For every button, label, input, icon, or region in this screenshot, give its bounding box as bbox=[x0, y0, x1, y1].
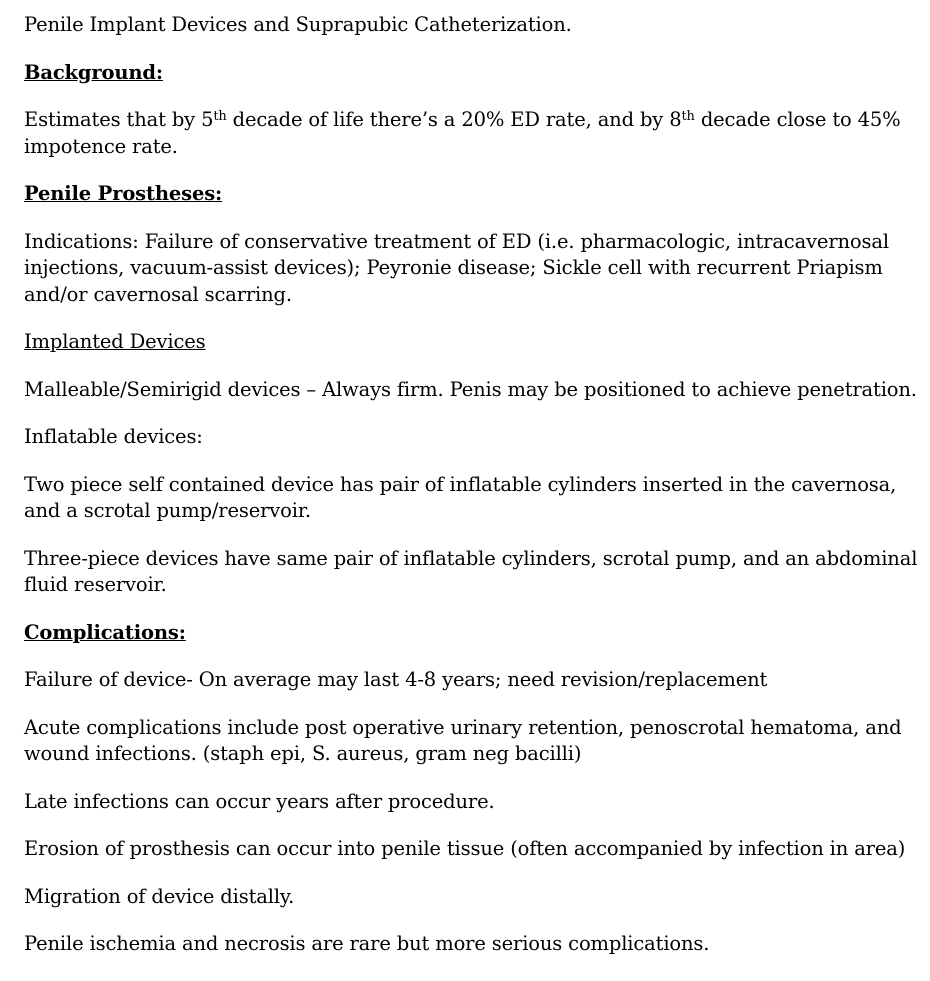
complication-item: Erosion of prosthesis can occur into penile tissue (often accompanied by infection in area) bbox=[24, 837, 906, 860]
background-text-part2: decade of life there’s a 20% ED rate, and by 8 bbox=[226, 108, 682, 131]
background-text-part1: Estimates that by 5 bbox=[24, 108, 214, 131]
inflatable-paragraph: Inflatable devices: bbox=[24, 425, 203, 448]
document-page bbox=[24, 12, 924, 979]
background-sup-1: th bbox=[213, 109, 227, 124]
background-heading: Background: bbox=[24, 60, 163, 84]
complication-item: Migration of device distally. bbox=[24, 884, 295, 908]
background-text-part3: decade close to 45% impotence rate. bbox=[24, 108, 901, 158]
document-title: Penile Implant Devices and Suprapubic Catheterization. bbox=[24, 13, 572, 36]
indications-paragraph: Indications: Failure of conservative treatment of ED (i.e. pharmacologic, intracavernosal injections, vacuum-assist devices); Peyronie disease; Sickle cell with recurrent Priapism and/or cavernosal scarring. bbox=[24, 229, 889, 306]
complication-item: Penile ischemia and necrosis are rare but more serious complications. bbox=[24, 932, 710, 955]
background-text bbox=[24, 107, 924, 160]
three-piece-paragraph: Three-piece devices have same pair of inflatable cylinders, scrotal pump, and an abdominal fluid reservoir. bbox=[24, 546, 918, 596]
background-sup-2: th bbox=[681, 109, 695, 124]
malleable-paragraph: Malleable/Semirigid devices – Always firm. Penis may be positioned to achieve penetration. bbox=[24, 377, 917, 401]
complications-heading: Complications: bbox=[24, 620, 186, 644]
two-piece-paragraph: Two piece self contained device has pair of inflatable cylinders inserted in the cavernosa, and a scrotal pump/reservoir. bbox=[24, 472, 897, 522]
implanted-devices-heading: Implanted Devices bbox=[24, 330, 206, 353]
complication-item: Failure of device- On average may last 4-8 years; need revision/replacement bbox=[24, 668, 768, 691]
complication-item: Late infections can occur years after procedure. bbox=[24, 789, 495, 813]
prostheses-heading: Penile Prostheses: bbox=[24, 182, 223, 205]
complication-item: Acute complications include post operative urinary retention, penoscrotal hematoma, and wound infections. (staph epi, S. aureus, gram neg bacilli) bbox=[24, 715, 902, 765]
